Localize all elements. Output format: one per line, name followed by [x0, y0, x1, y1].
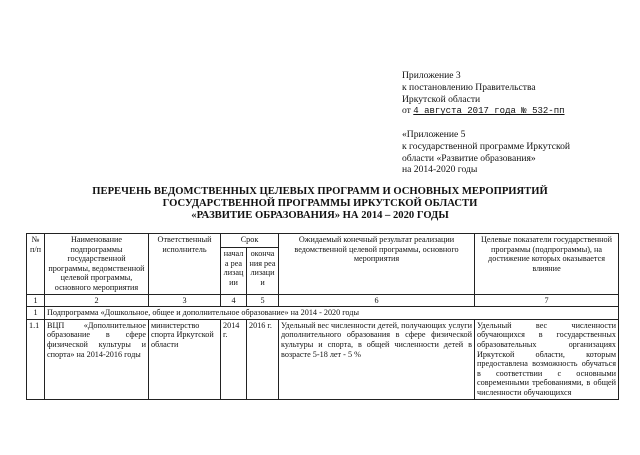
- column-number: 1: [27, 294, 45, 307]
- header-resp: Ответственный исполнитель: [149, 234, 221, 295]
- header-end: окончания реализации: [247, 248, 279, 294]
- header-start: начала реализации: [221, 248, 247, 294]
- annex-date-value: 4 августа 2017 года № 532-пп: [413, 106, 565, 117]
- programs-table: [26, 233, 619, 400]
- header-indicators: Целевые показатели государственной программы (подпрограммы), на достижение которых оказывается влияние: [475, 234, 619, 295]
- annex-line: к постановлению Правительства: [402, 81, 536, 93]
- title-line: ПЕРЕЧЕНЬ ВЕДОМСТВЕННЫХ ЦЕЛЕВЫХ ПРОГРАММ И ОСНОВНЫХ МЕРОПРИЯТИЙ: [92, 186, 548, 197]
- column-number: 7: [475, 294, 619, 307]
- column-number: 6: [279, 294, 475, 307]
- header-result: Ожидаемый конечный результат реализации ведомственной целевой программы, основного мероприятия: [279, 234, 475, 295]
- annex2-block: [402, 129, 570, 176]
- row-num: 1.1: [27, 319, 45, 399]
- column-number: 2: [45, 294, 149, 307]
- annex2-line: на 2014-2020 годы: [402, 164, 478, 176]
- column-number: 5: [247, 294, 279, 307]
- row-start: 2014 г.: [221, 319, 247, 399]
- annex2-line: области «Развитие образования»: [402, 152, 536, 164]
- header-term: Срок: [221, 234, 279, 248]
- subprogram-row: [27, 307, 619, 320]
- title-line: «РАЗВИТИЕ ОБРАЗОВАНИЯ» НА 2014 – 2020 ГОДЫ: [191, 210, 449, 222]
- column-number: 3: [149, 294, 221, 307]
- row-end: 2016 г.: [247, 319, 279, 399]
- annex2-line: к государственной программе Иркутской: [402, 140, 571, 152]
- annex-block: [402, 70, 565, 118]
- annex-date-line: [402, 105, 565, 118]
- column-number: 4: [221, 294, 247, 307]
- table-row: [27, 319, 619, 399]
- annex-date-prefix: от: [402, 105, 414, 117]
- row-indicators: Удельный вес численности обучающихся в государственных образовательных организациях Иркутской области, которым предоставлена возможность обучаться в соответствии с основными современными требованиями, в общей численности обучающихся: [475, 319, 619, 399]
- subprogram-title: Подпрограмма «Дошкольное, общее и дополнительное образование» на 2014 - 2020 годы: [45, 307, 619, 320]
- document-title: [60, 186, 580, 223]
- header-name: Наименование подпрограммы государственной программы, ведомственной целевой программы, основного мероприятия: [45, 234, 149, 295]
- table-header-row: [27, 234, 619, 248]
- column-numbers-row: [27, 294, 619, 307]
- row-result: Удельный вес численности детей, получающих услуги дополнительного образования в сфере физической культуры и спорта, в общей численности детей в возрасте 5-18 лет - 5 %: [279, 319, 475, 399]
- row-resp: министерство спорта Иркутской области: [149, 319, 221, 399]
- annex-line: Приложение 3: [402, 70, 461, 81]
- annex-line: Иркутской области: [402, 93, 481, 105]
- title-line: ГОСУДАРСТВЕННОЙ ПРОГРАММЫ ИРКУТСКОЙ ОБЛАСТИ: [162, 198, 478, 210]
- row-name: ВЦП «Дополнительное образование в сфере физической культуры и спорта» на 2014-2016 годы: [45, 319, 149, 399]
- annex2-line: «Приложение 5: [402, 129, 466, 140]
- header-num: № п/п: [27, 234, 45, 295]
- subprogram-num: 1: [27, 307, 45, 320]
